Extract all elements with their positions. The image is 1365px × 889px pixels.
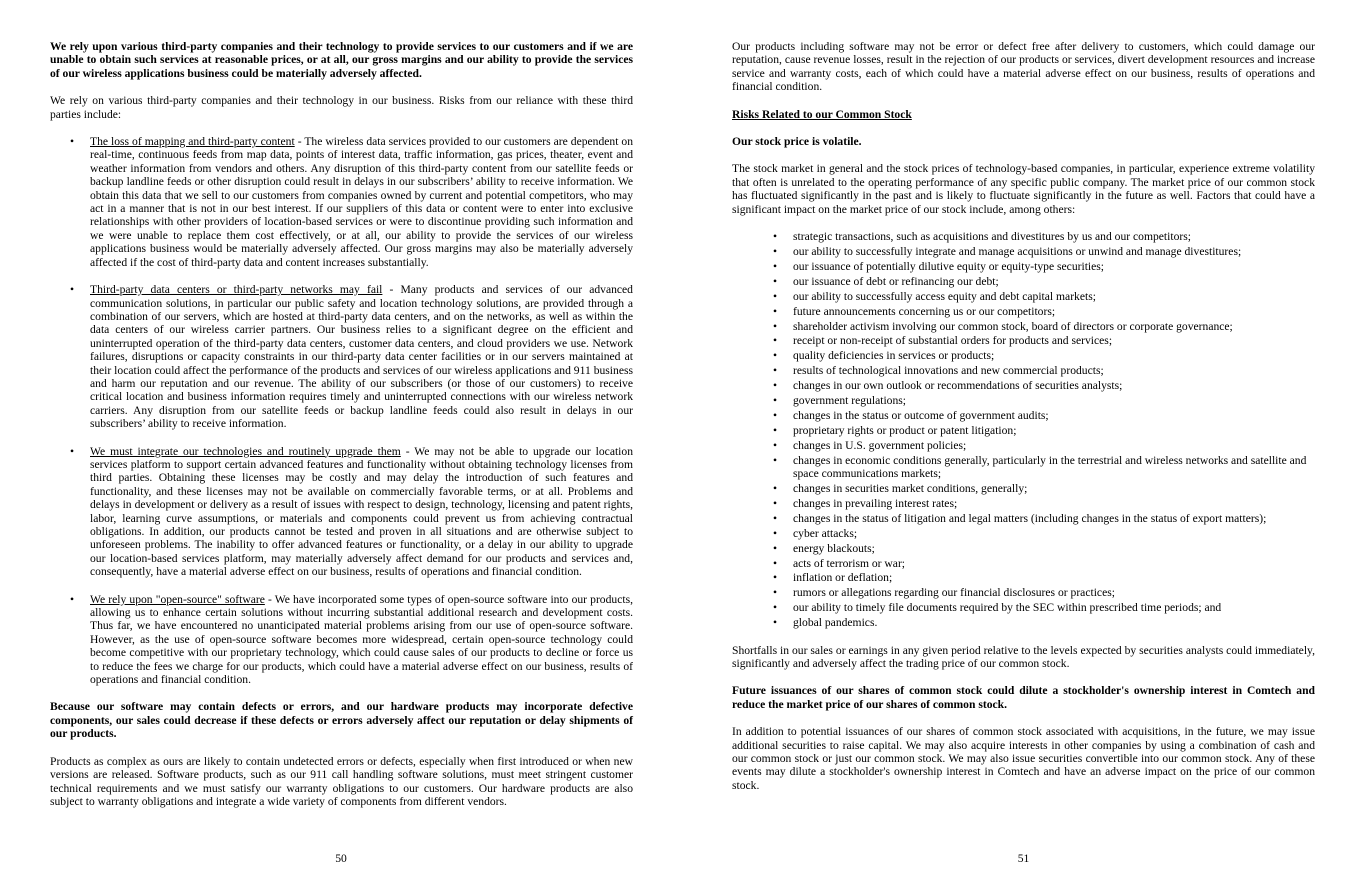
risk-item-text: - We may not be able to upgrade our location services platform to support certain advanced features and functionality without obtaining technology licenses from third parties. Obtaining these licenses may be costly and may delay the introduction of such features and functionality, and these licenses may not be available on commercially favorable terms, or at all. Problems and delays in development or delivery as a result of issues with respect to design, technology, licensing and patent rights, labor, learning curve assumptions, or materials and components could prevent us from achieving contractual obligations. In addition, our products cannot be tested and proven in all situations and are otherwise subject to unforeseen problems. The inability to offer advanced features or functionality, or a delay in our ability to upgrade our location-based services platform, may materially adversely affect demand for our products and services and, consequently, have a material adverse effect on our business, results of operations and financial condition. — [90, 444, 633, 579]
factor-item: • global pandemics. — [793, 616, 1315, 629]
factor-item: • our ability to successfully access equity and debt capital markets; — [793, 290, 1315, 303]
risk-item-lead: Third-party data centers or third-party networks may fail — [90, 283, 383, 297]
factor-item: • acts of terrorism or war; — [793, 557, 1315, 570]
risk-item-lead: The loss of mapping and third-party content — [90, 135, 295, 149]
right-page-content — [732, 40, 1315, 806]
factor-item: • our issuance of debt or refinancing our debt; — [793, 275, 1315, 288]
factor-item: • changes in the status or outcome of government audits; — [793, 409, 1315, 422]
heading-defects: Because our software may contain defects or errors, and our hardware products may incorporate defective components, our sales could decrease if these defects or errors adversely affect our reputation or delay shipments of our products. — [50, 700, 633, 741]
left-page-content — [50, 40, 633, 822]
factor-item: • results of technological innovations and new commercial products; — [793, 364, 1315, 377]
factor-item: • changes in prevailing interest rates; — [793, 497, 1315, 510]
risk-item-lead: We must integrate our technologies and routinely upgrade them — [90, 444, 401, 458]
factor-item: • our ability to timely file documents required by the SEC within prescribed time periods; and — [793, 601, 1315, 614]
factor-item: • energy blackouts; — [793, 542, 1315, 555]
factor-item: • cyber attacks; — [793, 527, 1315, 540]
defects-paragraph: Products as complex as ours are likely to contain undetected errors or defects, especially when first introduced or when new versions are released. Software products, such as our 911 call handling software solutions, must meet stringent customer technical requirements and we must satisfy our warranty obligations to our customers. Our hardware products are also subject to warranty obligations and integrate a wide variety of components from different vendors. — [50, 754, 633, 808]
factor-item: • future announcements concerning us or our competitors; — [793, 305, 1315, 318]
factor-item: • changes in economic conditions generally, particularly in the terrestrial and wireless networks and satellite and space communications markets; — [793, 454, 1315, 481]
factor-item: • receipt or non-receipt of substantial orders for products and services; — [793, 334, 1315, 347]
factor-item: • quality deficiencies in services or products; — [793, 349, 1315, 362]
factor-item: • changes in securities market conditions, generally; — [793, 482, 1315, 495]
right-page — [682, 0, 1365, 889]
factor-item: • changes in U.S. government policies; — [793, 439, 1315, 452]
page-number: 50 — [335, 852, 347, 865]
risk-item-text: - Many products and services of our advanced communication solutions, in particular our public safety and location technology solutions, are provided through a combination of our servers, which are hosted at third-party data centers, and on the networks, as well as within the data centers of our wireless carrier partners. Our business relies to a significant degree on the efficient and uninterrupted operation of the third-party data centers, customer data centers, and cloud providers we use. Network failures, disruptions or capacity constraints in our third-party data center facilities or in our servers maintained at their location could affect the performance of the products and services of our wireless applications and 911 business and harm our reputation and our revenue. The ability of our subscribers (or those of our customers) to receive critical location and business information requires timely and uninterrupted connections with our wireless network carriers. Any disruption from our satellite feeds or backup landline feeds could also result in delays in our subscribers’ ability to receive information. — [90, 283, 633, 431]
volatile-paragraph: The stock market in general and the stock prices of technology-based companies, in particular, experience extreme volatility that often is unrelated to the operating performance of any specific public company. The market price of our common stock has fluctuated significantly in the past and is likely to fluctuate significantly in the future as well. Factors that could have a significant impact on the market price of our stock include, among others: — [732, 162, 1315, 216]
left-page — [0, 0, 682, 889]
heading-dilution: Future issuances of our shares of common stock could dilute a stockholder's ownership interest in Comtech and reduce the market price of our shares of common stock. — [732, 684, 1315, 711]
factor-item: • rumors or allegations regarding our financial disclosures or practices; — [793, 586, 1315, 599]
third-party-risk-list — [50, 135, 633, 686]
stock-factor-list — [732, 230, 1315, 629]
continued-paragraph: Our products including software may not be error or defect free after delivery to customers, which could damage our reputation, cause revenue losses, result in the rejection of our products or services, divert development resources and increase service and warranty costs, each of which could have a material adverse effect on our business, results of operations and financial condition. — [732, 40, 1315, 94]
factor-item: • strategic transactions, such as acquisitions and divestitures by us and our competitors; — [793, 230, 1315, 243]
risk-item-integrate-upgrade — [90, 445, 633, 579]
shortfalls-paragraph: Shortfalls in our sales or earnings in any given period relative to the levels expected by securities analysts could immediately, significantly and adversely affect the trading price of our common stock. — [732, 643, 1315, 670]
factor-item: • proprietary rights or product or patent litigation; — [793, 424, 1315, 437]
heading-stock-volatile: Our stock price is volatile. — [732, 135, 862, 149]
risk-item-open-source — [90, 593, 633, 687]
factor-item: • government regulations; — [793, 394, 1315, 407]
heading-third-party-reliance: We rely upon various third-party companies and their technology to provide services to our customers and if we are unable to obtain such services at reasonable prices, or at all, our gross margins and our ability to provide the services of our wireless applications business could be materially adversely affected. — [50, 40, 633, 80]
factor-item: • changes in our own outlook or recommendations of securities analysts; — [793, 379, 1315, 392]
intro-paragraph: We rely on various third-party companies and their technology in our business. Risks from our reliance with these third parties include: — [50, 94, 633, 121]
risk-item-mapping-content — [90, 135, 633, 269]
factor-item: • our ability to successfully integrate and manage acquisitions or unwind and manage divestitures; — [793, 245, 1315, 258]
page-number: 51 — [1017, 852, 1030, 865]
risk-item-lead: We rely upon "open-source" software — [90, 592, 265, 606]
factor-item: • shareholder activism involving our common stock, board of directors or corporate governance; — [793, 320, 1315, 333]
risk-item-text: - We have incorporated some types of open-source software into our products, allowing us to enhance certain solutions without incurring substantial additional research and development costs. Thus far, we have encountered no unanticipated material problems arising from our use of open-source software. However, as the use of open-source software becomes more widespread, certain open-source technology could become competitive with our proprietary technology, which could cause sales of our products to decline or force us to reduce the fees we charge for our products, which could have a material adverse effect on our business, results of operations and financial condition. — [90, 592, 633, 687]
factor-item: • our issuance of potentially dilutive equity or equity-type securities; — [793, 260, 1315, 273]
risk-item-data-centers — [90, 283, 633, 430]
dilution-paragraph: In addition to potential issuances of our shares of common stock associated with acquisitions, in the future, we may issue additional securities to raise capital. We may also acquire interests in other companies by using a combination of cash and our common stock or just our common stock. We may also issue securities convertible into our common stock. Any of these events may dilute a stockholder's ownership interest in Comtech and have an adverse impact on the price of our common stock. — [732, 725, 1315, 792]
section-heading-common-stock: Risks Related to our Common Stock — [732, 107, 912, 121]
factor-item: • inflation or deflation; — [793, 571, 1315, 584]
risk-item-text: - The wireless data services provided to our customers are dependent on real-time, continuous feeds from map data, points of interest data, traffic information, gas prices, theater, event and weather information from vendors and others. Any disruption of this third-party content from our satellite feeds or backup landline feeds or other disruption could result in delays in our subscribers’ ability to receive information. We obtain this data that we sell to our customers from companies owned by current and potential competitors, who may act in a manner that is not in our best interest. If our suppliers of this data or content were to enter into exclusive relationships with other providers of location-based services or were to discontinue providing such information and we were unable to replace them cost effectively, or at all, our ability to provide the services of our wireless applications business would be materially adversely affected. Our gross margins may also be materially adversely affected if the cost of third-party data and content increases substantially. — [90, 135, 633, 269]
factor-item: • changes in the status of litigation and legal matters (including changes in the status of export matters); — [793, 512, 1315, 525]
